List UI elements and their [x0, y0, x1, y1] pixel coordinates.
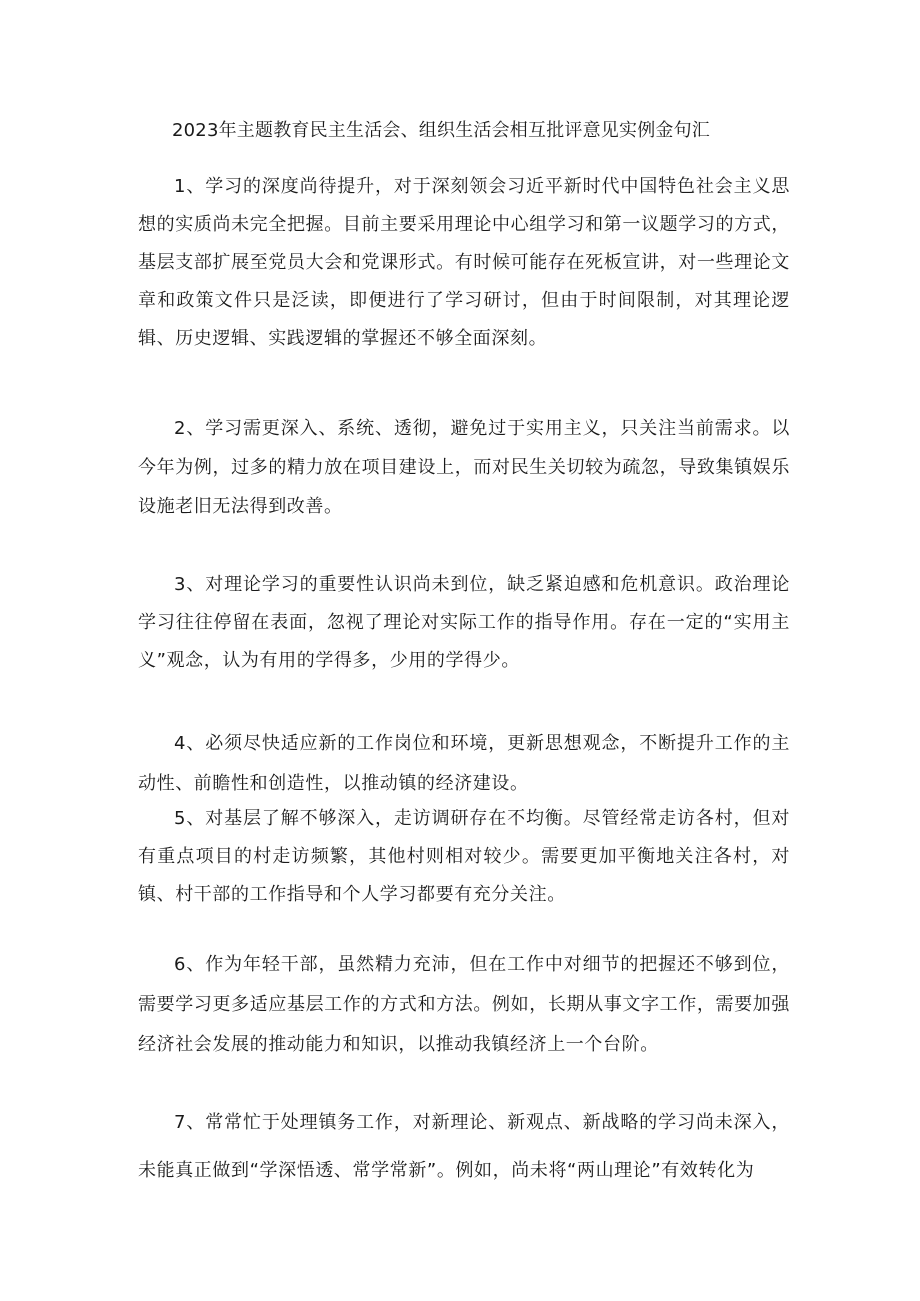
paragraph-5: 5、对基层了解不够深入，走访调研存在不均衡。尽管经常走访各村，但对有重点项目的村走访频繁，其他村则相对较少。需要更加平衡地关注各村，对镇、村干部的工作指导和个人学习都要有充分关注。 — [138, 808, 790, 905]
paragraph-7: 7、常常忙于处理镇务工作，对新理论、新观点、新战略的学习尚未深入，未能真正做到“学深悟透、常学常新”。例如，尚未将“两山理论”有效转化为 — [138, 1112, 790, 1181]
paragraph-4: 4、必须尽快适应新的工作岗位和环境，更新思想观念，不断提升工作的主动性、前瞻性和创造性，以推动镇的经济建设。 — [138, 733, 790, 794]
paragraph-2: 2、学习需更深入、系统、透彻，避免过于实用主义，只关注当前需求。以今年为例，过多的精力放在项目建设上，而对民生关切较为疏忽，导致集镇娱乐设施老旧无法得到改善。 — [138, 418, 790, 517]
paragraph-6: 6、作为年轻干部，虽然精力充沛，但在工作中对细节的把握还不够到位，需要学习更多适应基层工作的方式和方法。例如，长期从事文字工作，需要加强经济社会发展的推动能力和知识，以推动我镇经济上一个台阶。 — [138, 954, 790, 1055]
document-title: 2023年主题教育民主生活会、组织生活会相互批评意见实例金句汇 — [172, 120, 711, 141]
paragraph-3: 3、对理论学习的重要性认识尚未到位，缺乏紧迫感和危机意识。政治理论学习往往停留在表面，忽视了理论对实际工作的指导作用。存在一定的“实用主义”观念，认为有用的学得多，少用的学得少。 — [138, 574, 790, 671]
paragraph-1: 1、学习的深度尚待提升，对于深刻领会习近平新时代中国特色社会主义思想的实质尚未完全把握。目前主要采用理论中心组学习和第一议题学习的方式，基层支部扩展至党员大会和党课形式。有时候可能存在死板宣讲，对一些理论文章和政策文件只是泛读，即便进行了学习研讨，但由于时间限制，对其理论逻辑、历史逻辑、实践逻辑的掌握还不够全面深刻。 — [138, 176, 790, 349]
